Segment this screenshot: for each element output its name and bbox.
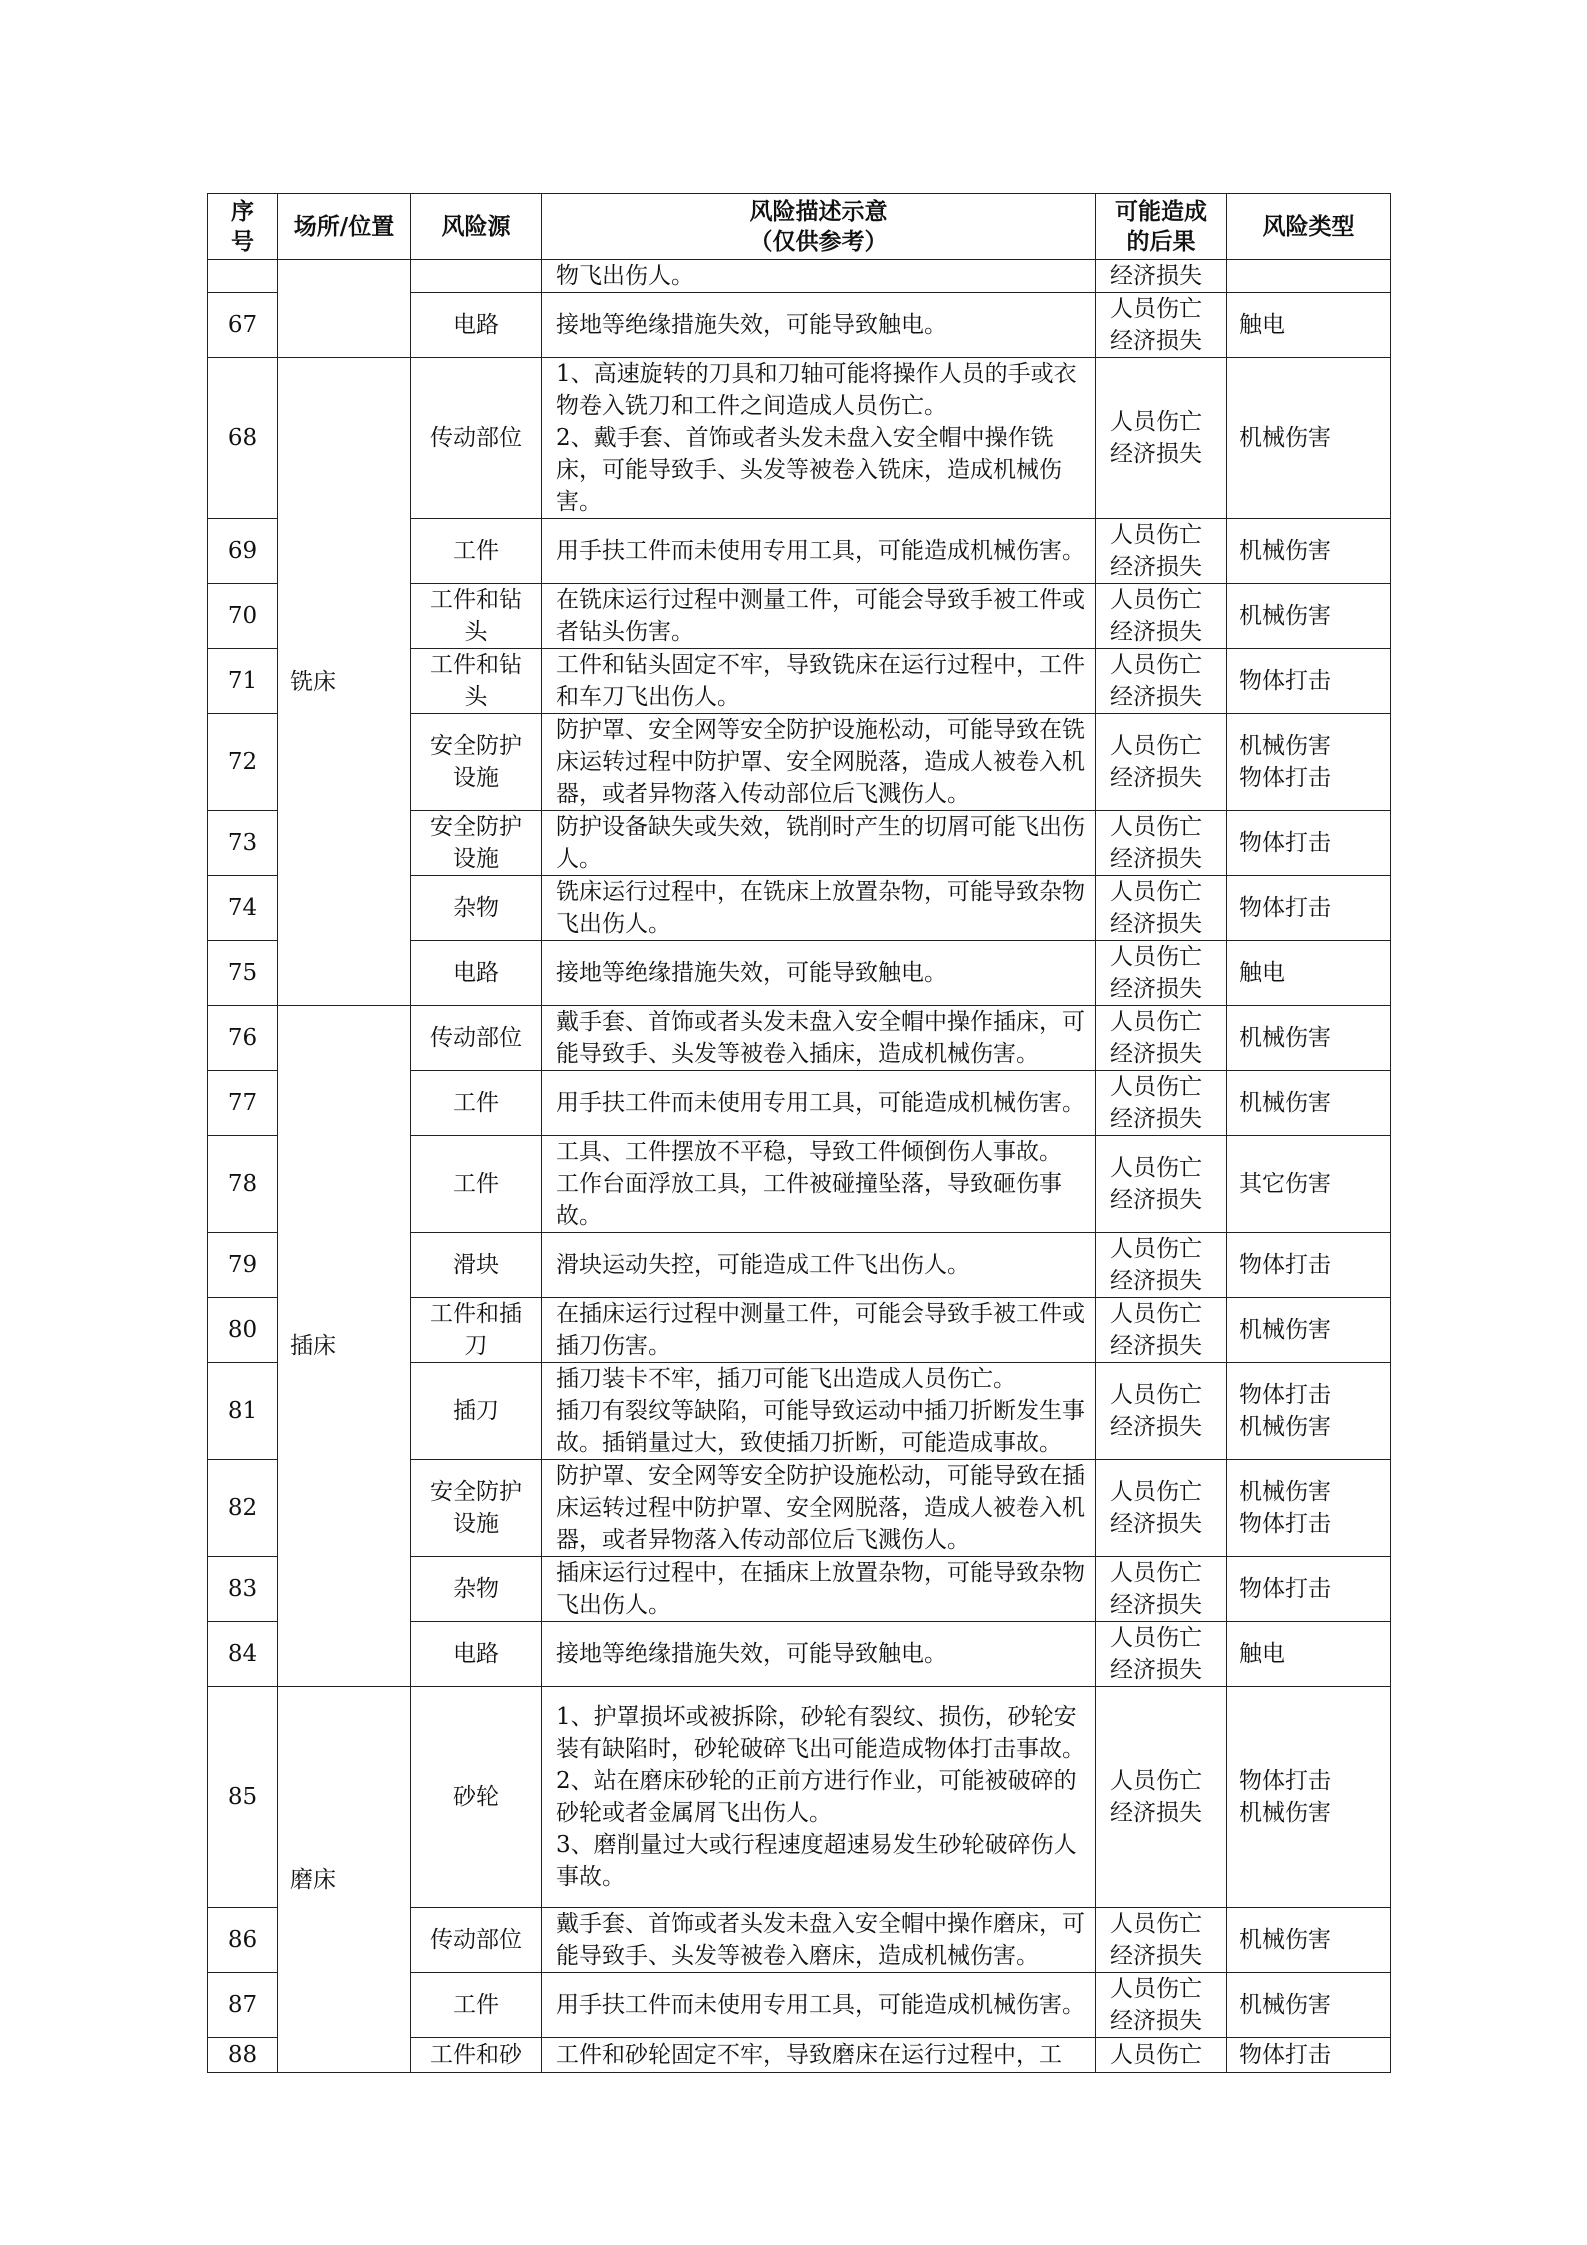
- cell-source: [411, 260, 542, 293]
- table-row: [208, 358, 1391, 519]
- cell-description: 防护罩、安全网等安全防护设施松动，可能导致在插床运转过程中防护罩、安全网脱落，造成人被卷入机器，或者异物落入传动部位后飞溅伤人。: [542, 1460, 1096, 1557]
- cell-consequence: 人员伤亡 经济损失: [1096, 1973, 1227, 2038]
- cell-seq: 67: [208, 293, 278, 358]
- cell-risk-type: 物体打击: [1227, 1233, 1391, 1298]
- cell-seq: 75: [208, 941, 278, 1006]
- cell-description: 插刀装卡不牢，插刀可能飞出造成人员伤亡。 插刀有裂纹等缺陷，可能导致运动中插刀折断发生事故。插销量过大，致使插刀折断，可能造成事故。: [542, 1363, 1096, 1460]
- cell-risk-type: 物体打击: [1227, 1557, 1391, 1622]
- cell-risk-type: 其它伤害: [1227, 1136, 1391, 1233]
- table-row: [208, 1006, 1391, 1071]
- cell-source: 电路: [411, 293, 542, 358]
- cell-consequence: 人员伤亡 经济损失: [1096, 876, 1227, 941]
- cell-seq: 81: [208, 1363, 278, 1460]
- table-header-row: [208, 194, 1391, 260]
- cell-source: 滑块: [411, 1233, 542, 1298]
- cell-risk-type: 机械伤害: [1227, 1298, 1391, 1363]
- cell-source: 传动部位: [411, 1908, 542, 1973]
- cell-risk-type: 触电: [1227, 941, 1391, 1006]
- cell-source: 工件: [411, 1136, 542, 1233]
- cell-location: [278, 260, 411, 358]
- cell-description: 物飞出伤人。: [542, 260, 1096, 293]
- cell-risk-type: 物体打击: [1227, 2038, 1391, 2073]
- cell-consequence: 人员伤亡 经济损失: [1096, 293, 1227, 358]
- cell-location: 磨床: [278, 1687, 411, 2073]
- cell-consequence: 人员伤亡 经济损失: [1096, 811, 1227, 876]
- cell-seq: 79: [208, 1233, 278, 1298]
- cell-source: 安全防护 设施: [411, 811, 542, 876]
- cell-source: 杂物: [411, 1557, 542, 1622]
- header-consequence: 可能造成 的后果: [1096, 194, 1227, 260]
- table-row: [208, 1687, 1391, 1908]
- cell-description: 接地等绝缘措施失效，可能导致触电。: [542, 1622, 1096, 1687]
- cell-description: 工件和砂轮固定不牢，导致磨床在运行过程中，工: [542, 2038, 1096, 2073]
- cell-consequence: 人员伤亡 经济损失: [1096, 1136, 1227, 1233]
- cell-location: 铣床: [278, 358, 411, 1006]
- cell-seq: 88: [208, 2038, 278, 2073]
- cell-description: 在铣床运行过程中测量工件，可能会导致手被工件或者钻头伤害。: [542, 584, 1096, 649]
- cell-description: 工件和钻头固定不牢，导致铣床在运行过程中，工件和车刀飞出伤人。: [542, 649, 1096, 714]
- cell-risk-type: [1227, 260, 1391, 293]
- cell-source: 工件和钻 头: [411, 649, 542, 714]
- cell-consequence: 人员伤亡 经济损失: [1096, 1233, 1227, 1298]
- cell-source: 工件: [411, 519, 542, 584]
- cell-description: 1、护罩损坏或被拆除，砂轮有裂纹、损伤，砂轮安装有缺陷时，砂轮破碎飞出可能造成物体打击事故。 2、站在磨床砂轮的正前方进行作业，可能被破碎的砂轮或者金属屑飞出伤人。 3、磨削量过大或行程速度超速易发生砂轮破碎伤人事故。: [542, 1687, 1096, 1908]
- cell-source: 传动部位: [411, 1006, 542, 1071]
- cell-seq: 80: [208, 1298, 278, 1363]
- cell-source: 插刀: [411, 1363, 542, 1460]
- cell-seq: 82: [208, 1460, 278, 1557]
- cell-seq: [208, 260, 278, 293]
- cell-description: 防护设备缺失或失效，铣削时产生的切屑可能飞出伤人。: [542, 811, 1096, 876]
- cell-description: 戴手套、首饰或者头发未盘入安全帽中操作插床，可能导致手、头发等被卷入插床，造成机械伤害。: [542, 1006, 1096, 1071]
- cell-seq: 72: [208, 714, 278, 811]
- header-seq: 序 号: [208, 194, 278, 260]
- cell-risk-type: 物体打击: [1227, 649, 1391, 714]
- cell-seq: 74: [208, 876, 278, 941]
- cell-seq: 85: [208, 1687, 278, 1908]
- cell-seq: 78: [208, 1136, 278, 1233]
- cell-seq: 69: [208, 519, 278, 584]
- cell-source: 工件和砂: [411, 2038, 542, 2073]
- cell-description: 戴手套、首饰或者头发未盘入安全帽中操作磨床，可能导致手、头发等被卷入磨床，造成机械伤害。: [542, 1908, 1096, 1973]
- cell-description: 工具、工件摆放不平稳，导致工件倾倒伤人事故。 工作台面浮放工具，工件被碰撞坠落，导致砸伤事故。: [542, 1136, 1096, 1233]
- cell-description: 用手扶工件而未使用专用工具，可能造成机械伤害。: [542, 1973, 1096, 2038]
- cell-risk-type: 机械伤害: [1227, 519, 1391, 584]
- cell-consequence: 人员伤亡 经济损失: [1096, 1557, 1227, 1622]
- cell-location: 插床: [278, 1006, 411, 1687]
- cell-risk-type: 物体打击 机械伤害: [1227, 1363, 1391, 1460]
- cell-source: 传动部位: [411, 358, 542, 519]
- cell-consequence: 人员伤亡 经济损失: [1096, 1006, 1227, 1071]
- cell-source: 电路: [411, 941, 542, 1006]
- cell-seq: 77: [208, 1071, 278, 1136]
- cell-risk-type: 触电: [1227, 1622, 1391, 1687]
- cell-source: 杂物: [411, 876, 542, 941]
- cell-consequence: 人员伤亡 经济损失: [1096, 714, 1227, 811]
- cell-consequence: 人员伤亡 经济损失: [1096, 519, 1227, 584]
- header-desc: 风险描述示意 （仅供参考）: [542, 194, 1096, 260]
- cell-consequence: 人员伤亡 经济损失: [1096, 1298, 1227, 1363]
- cell-description: 1、高速旋转的刀具和刀轴可能将操作人员的手或衣物卷入铣刀和工件之间造成人员伤亡。 2、戴手套、首饰或者头发未盘入安全帽中操作铣床，可能导致手、头发等被卷入铣床，造成机械伤害。: [542, 358, 1096, 519]
- cell-risk-type: 机械伤害: [1227, 1973, 1391, 2038]
- cell-description: 用手扶工件而未使用专用工具，可能造成机械伤害。: [542, 1071, 1096, 1136]
- cell-consequence: 人员伤亡 经济损失: [1096, 1622, 1227, 1687]
- cell-seq: 76: [208, 1006, 278, 1071]
- cell-consequence: 人员伤亡 经济损失: [1096, 584, 1227, 649]
- cell-risk-type: 机械伤害 物体打击: [1227, 1460, 1391, 1557]
- cell-risk-type: 触电: [1227, 293, 1391, 358]
- cell-risk-type: 物体打击 机械伤害: [1227, 1687, 1391, 1908]
- cell-risk-type: 机械伤害: [1227, 358, 1391, 519]
- cell-source: 工件和钻 头: [411, 584, 542, 649]
- cell-description: 接地等绝缘措施失效，可能导致触电。: [542, 293, 1096, 358]
- cell-source: 安全防护 设施: [411, 1460, 542, 1557]
- cell-consequence: 人员伤亡 经济损失: [1096, 941, 1227, 1006]
- cell-consequence: 人员伤亡 经济损失: [1096, 1460, 1227, 1557]
- cell-description: 用手扶工件而未使用专用工具，可能造成机械伤害。: [542, 519, 1096, 584]
- table-row: [208, 260, 1391, 293]
- cell-source: 工件: [411, 1071, 542, 1136]
- cell-description: 滑块运动失控，可能造成工件飞出伤人。: [542, 1233, 1096, 1298]
- cell-seq: 83: [208, 1557, 278, 1622]
- risk-table: [207, 193, 1391, 2073]
- cell-consequence: 人员伤亡 经济损失: [1096, 1363, 1227, 1460]
- cell-description: 铣床运行过程中，在铣床上放置杂物，可能导致杂物飞出伤人。: [542, 876, 1096, 941]
- cell-seq: 86: [208, 1908, 278, 1973]
- cell-risk-type: 物体打击: [1227, 811, 1391, 876]
- cell-seq: 87: [208, 1973, 278, 2038]
- cell-risk-type: 物体打击: [1227, 876, 1391, 941]
- cell-source: 工件和插 刀: [411, 1298, 542, 1363]
- cell-description: 接地等绝缘措施失效，可能导致触电。: [542, 941, 1096, 1006]
- cell-risk-type: 机械伤害: [1227, 584, 1391, 649]
- cell-seq: 68: [208, 358, 278, 519]
- cell-description: 防护罩、安全网等安全防护设施松动，可能导致在铣床运转过程中防护罩、安全网脱落，造成人被卷入机器，或者异物落入传动部位后飞溅伤人。: [542, 714, 1096, 811]
- cell-description: 在插床运行过程中测量工件，可能会导致手被工件或插刀伤害。: [542, 1298, 1096, 1363]
- cell-risk-type: 机械伤害: [1227, 1908, 1391, 1973]
- cell-risk-type: 机械伤害 物体打击: [1227, 714, 1391, 811]
- cell-risk-type: 机械伤害: [1227, 1006, 1391, 1071]
- cell-consequence: 经济损失: [1096, 260, 1227, 293]
- cell-consequence: 人员伤亡 经济损失: [1096, 649, 1227, 714]
- cell-consequence: 人员伤亡: [1096, 2038, 1227, 2073]
- cell-seq: 73: [208, 811, 278, 876]
- header-source: 风险源: [411, 194, 542, 260]
- header-type: 风险类型: [1227, 194, 1391, 260]
- cell-source: 安全防护 设施: [411, 714, 542, 811]
- cell-description: 插床运行过程中，在插床上放置杂物，可能导致杂物飞出伤人。: [542, 1557, 1096, 1622]
- cell-seq: 84: [208, 1622, 278, 1687]
- header-location: 场所/位置: [278, 194, 411, 260]
- cell-consequence: 人员伤亡 经济损失: [1096, 1071, 1227, 1136]
- cell-consequence: 人员伤亡 经济损失: [1096, 1687, 1227, 1908]
- cell-risk-type: 机械伤害: [1227, 1071, 1391, 1136]
- cell-consequence: 人员伤亡 经济损失: [1096, 1908, 1227, 1973]
- cell-seq: 70: [208, 584, 278, 649]
- cell-source: 工件: [411, 1973, 542, 2038]
- cell-source: 电路: [411, 1622, 542, 1687]
- table-body: [208, 260, 1391, 2073]
- cell-source: 砂轮: [411, 1687, 542, 1908]
- cell-seq: 71: [208, 649, 278, 714]
- cell-consequence: 人员伤亡 经济损失: [1096, 358, 1227, 519]
